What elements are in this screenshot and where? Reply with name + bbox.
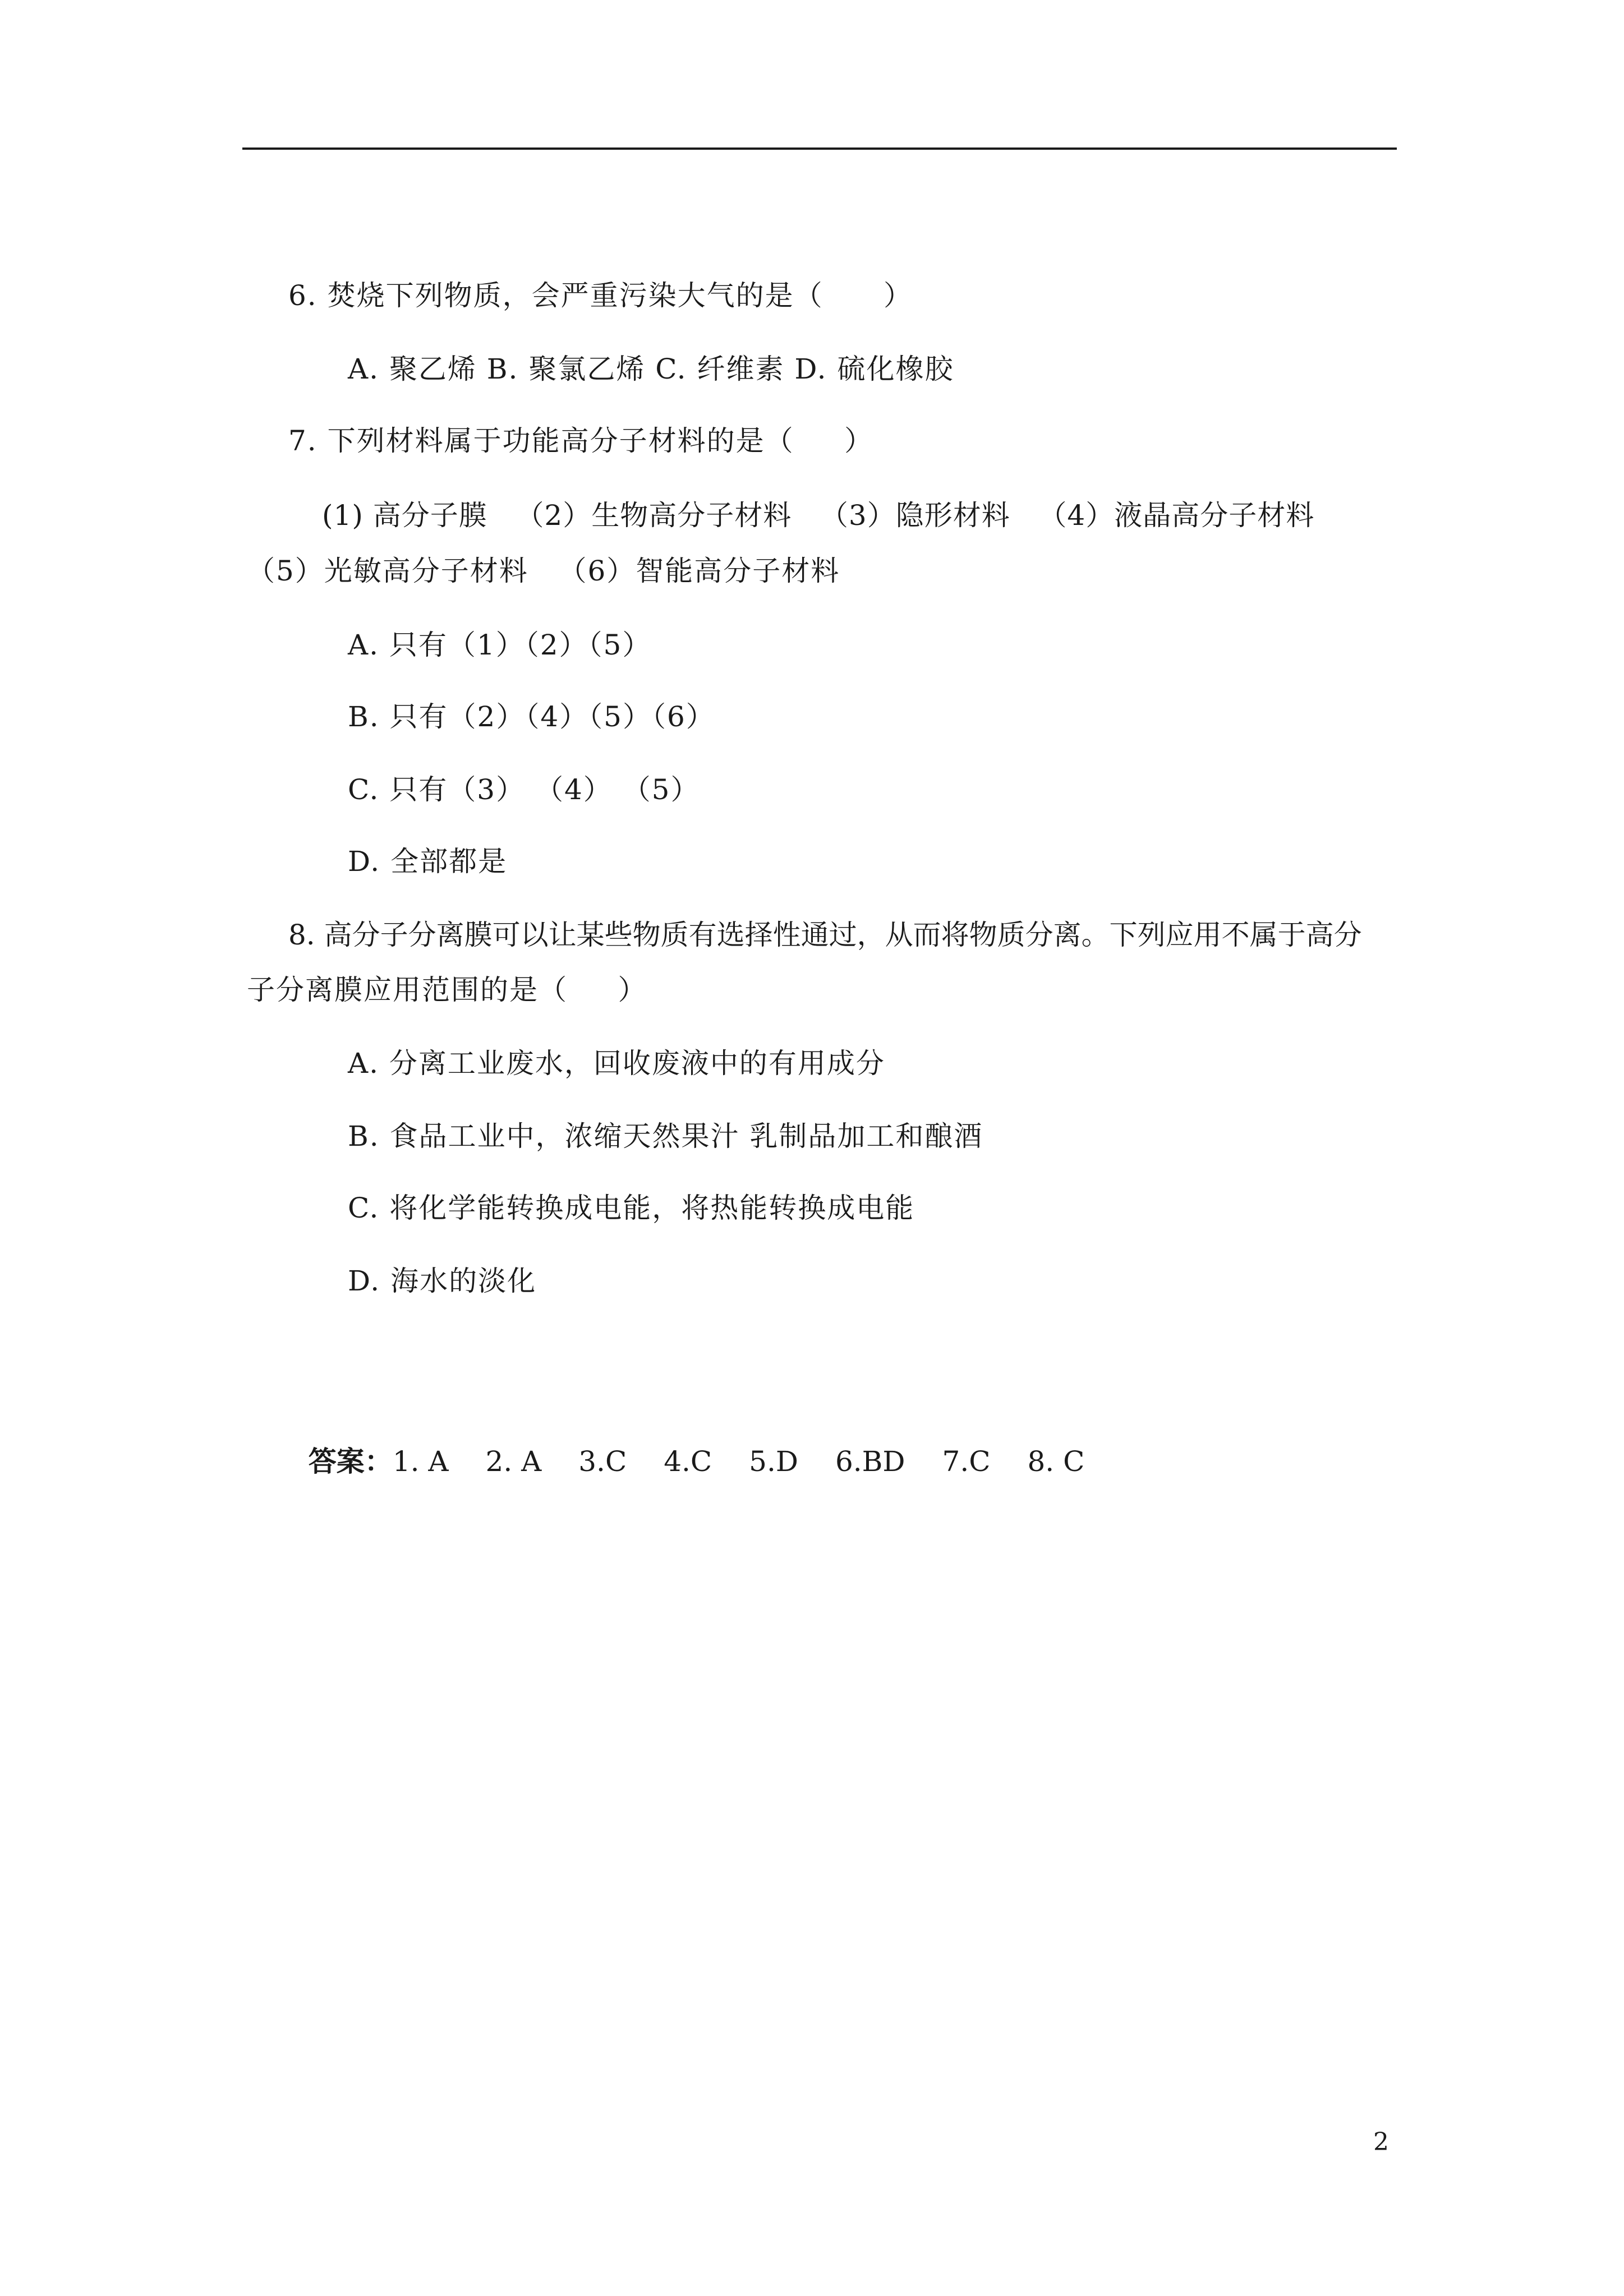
answer-item: 2. A [485, 1445, 542, 1478]
question-7-option-c: C. 只有（3） （4） （5） [348, 773, 700, 806]
answer-item: 1. A [392, 1445, 449, 1478]
answer-item: 6.BD [835, 1445, 905, 1478]
question-7-items-line1: (1) 高分子膜 （2）生物高分子材料 （3）隐形材料 （4）液晶高分子材料 [322, 499, 1315, 532]
question-8-option-d: D. 海水的淡化 [348, 1265, 537, 1297]
question-7-stem: 7. 下列材料属于功能高分子材料的是（ ） [288, 425, 874, 457]
question-8-option-a: A. 分离工业废水，回收废液中的有用成分 [348, 1047, 885, 1080]
question-8-stem-line2: 子分离膜应用范围的是（ ） [247, 974, 647, 1006]
question-7-option-a: A. 只有（1）（2）（5） [348, 629, 652, 661]
question-7-option-d: D. 全部都是 [348, 845, 508, 878]
question-6-stem: 6. 焚烧下列物质，会严重污染大气的是（ ） [288, 279, 913, 312]
question-8-option-c: C. 将化学能转换成电能，将热能转换成电能 [348, 1192, 915, 1224]
answer-key-label: 答案： [308, 1445, 393, 1478]
question-8-option-b: B. 食品工业中，浓缩天然果汁 乳制品加工和酿酒 [348, 1120, 983, 1152]
answer-item: 8. C [1027, 1445, 1085, 1478]
answer-key [291, 1411, 1121, 1478]
answer-item: 3.C [578, 1445, 627, 1478]
question-7-items-line2: （5）光敏高分子材料 （6）智能高分子材料 [247, 555, 840, 587]
header-rule [242, 147, 1397, 150]
answer-item: 7.C [942, 1445, 991, 1478]
question-6-options: A. 聚乙烯 B. 聚氯乙烯 C. 纤维素 D. 硫化橡胶 [348, 353, 954, 385]
question-7-option-b: B. 只有（2）（4）（5）（6） [348, 700, 715, 733]
question-8-stem-line1: 8. 高分子分离膜可以让某些物质有选择性通过，从而将物质分离。下列应用不属于高分 [288, 919, 1362, 951]
answer-item: 5.D [749, 1445, 798, 1478]
answer-item: 4.C [664, 1445, 712, 1478]
page-number: 2 [1373, 2128, 1389, 2156]
